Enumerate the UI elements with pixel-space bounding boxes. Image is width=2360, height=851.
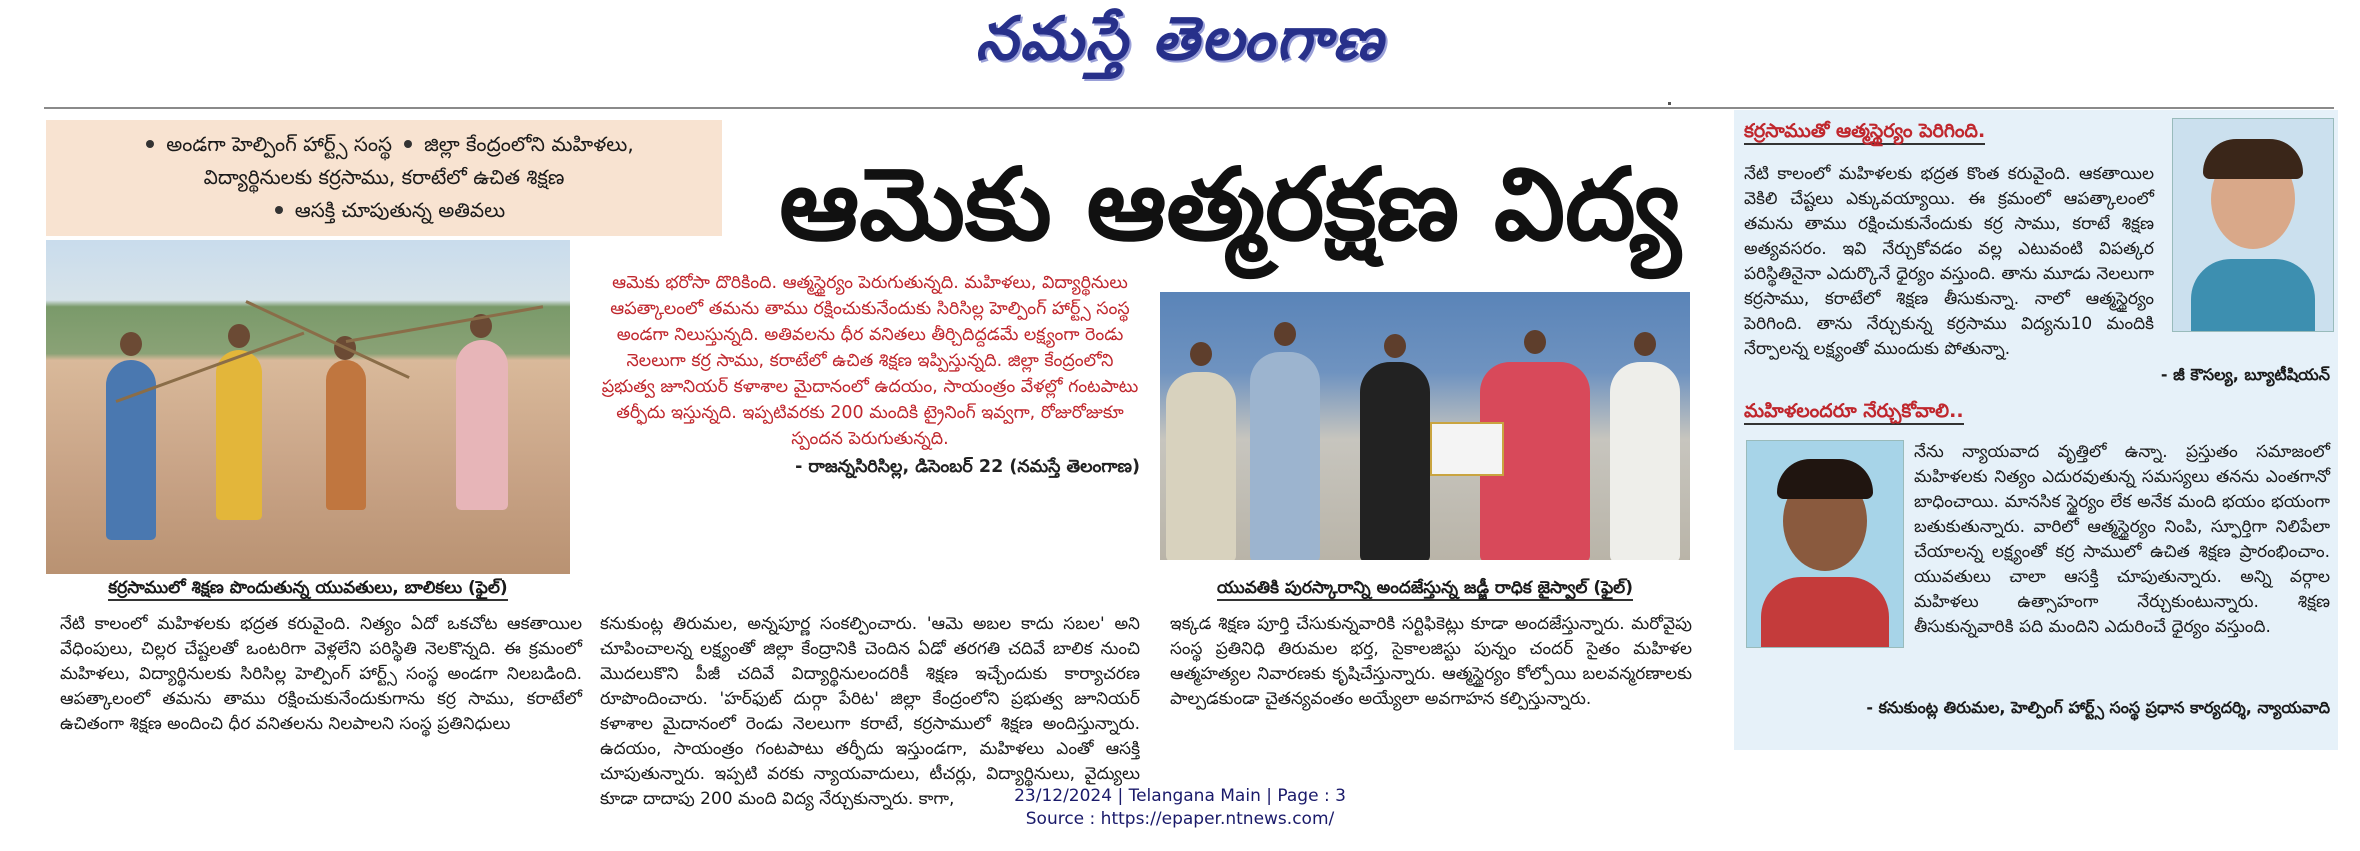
body-column-2: కనుకుంట్ల తిరుమల, అన్నపూర్ణ సంకల్పించారు. 'ఆమె అబల కాదు సబల' అని చూపించాలన్న లక్ష్యంతో జిల్లా కేంద్రానికి చెందిన ఏడో తరగతి చదివే బాలిక నుంచి మొదలుకొని పీజీ చదివే విద్యార్థినులందరికీ శిక్షణ ఇచ్చేందుకు కార్యాచరణ రూపొందించారు. 'హర్‌ఫుట్ దుర్గా పేరిట' జిల్లా కేంద్రంలోని ప్రభుత్వ జూనియర్ కళాశాల మైదానంలో రెండు నెలలుగా కరాటే, కర్రసాములో శిక్షణ అందిస్తున్నారు. ఉదయం, సాయంత్రం గంటపాటు తర్ఫీదు ఇస్తుండగా, మహిళలు ఎంతో ఆసక్తి చూపుతున్నారు. ఇప్పటి వరకు న్యాయవాదులు, టీచర్లు, విద్యార్థినులు, వైద్యులు కూడా దాదాపు 200 మంది విద్య నేర్చుకున్నారు. కాగా, xyxy=(600,614,1140,809)
body-column-3: ఇక్కడ శిక్షణ పూర్తి చేసుకున్నవారికి సర్టిఫికెట్లు కూడా అందజేస్తున్నారు. మరోవైపు సంస్థ ప్రతినిధి తిరుమల భర్త, సైకాలజిస్టు పున్నం చందర్ సైతం మహిళల ఆత్మహత్యల నివారణకు కృషిచేస్తున్నారు. ఆత్మస్థైర్యం కోల్పోయి బలవన్మరణాలకు పాల్పడకుండా చైతన్యవంతం అయ్యేలా అవగాహన కల్పిస్తున్నారు. xyxy=(1170,614,1692,709)
source-link[interactable]: Source : https://epaper.ntnews.com/ xyxy=(1025,809,1335,829)
page-info: 23/12/2024 | Telangana Main | Page : 3 xyxy=(1014,786,1346,806)
portrait-photo xyxy=(2172,118,2334,332)
summary-line-3 xyxy=(56,194,712,227)
body-column-1: నేటి కాలంలో మహిళలకు భద్రత కరువైంది. నిత్యం ఏదో ఒకచోట ఆకతాయిల వేధింపులు, చిల్లర చేష్టలతో ఒంటరిగా వెళ్లలేని పరిస్థితి నెలకొన్నది. ఈ క్రమంలో మహిళలు, విద్యార్థినులకు సిరిసిల్ల హెల్పింగ్ హార్ట్స్ సంస్థ అండగా నిలబడింది. ఆపత్కాలంలో తమను తాము రక్షించుకునేందుకుగాను కర్ర సాము, కరాటేలో ఉచితంగా శిక్షణ అందించి ధీర వనితలను నిలపాలని సంస్థ ప్రతినిధులు xyxy=(60,614,582,734)
header-rule xyxy=(44,107,2334,109)
lede-paragraph xyxy=(600,270,1140,480)
sidebar-heading xyxy=(1744,400,1964,427)
photo-caption xyxy=(1160,578,1690,602)
dateline: - రాజన్నసిరిసిల్ల, డిసెంబర్ 22 (నమస్తే తెలంగాణ) xyxy=(795,457,1140,477)
training-photo xyxy=(46,240,570,574)
summary-point: ఆసక్తి చూపుతున్న అతివలు xyxy=(294,198,506,222)
sidebar-quote-2: నేను న్యాయవాద వృత్తిలో ఉన్నా. ప్రస్తుతం సమాజంలో మహిళలకు నిత్యం ఎదురవుతున్న సమస్యలు తనను ఎంతగానో బాధించాయి. మానసిక స్థైర్యం లేక అనేక మంది భయం భయంగా బతుకుతున్నారు. వారిలో ఆత్మస్థైర్యం నింపి, స్ఫూర్తిగా నిలిపేలా చేయాలన్న లక్ష్యంతో కర్ర సాములో ఉచిత శిక్షణ ప్రారంభించాం. యువతులు చాలా ఆసక్తి చూపుతున్నారు. అన్ని వర్గాల మహిళలు ఉత్సాహంగా నేర్చుకుంటున్నారు. శిక్షణ తీసుకున్నవారికి పది మందిని ఎదురించే ధైర్యం వస్తుంది. xyxy=(1914,442,2330,637)
summary-point: అండగా హెల్పింగ్ హార్ట్స్ సంస్థ xyxy=(166,132,393,156)
summary-line-2: విద్యార్థినులకు కర్రసాము, కరాటేలో ఉచిత శిక్షణ xyxy=(203,165,565,189)
newspaper-masthead: నమస్తే తెలంగాణ xyxy=(975,4,1385,74)
bullet-icon xyxy=(404,140,412,148)
bullet-icon xyxy=(146,140,154,148)
heading-text: కర్రసాముతో ఆత్మస్థైర్యం పెరిగింది. xyxy=(1744,120,1985,145)
photo-caption xyxy=(46,578,570,602)
portrait-photo xyxy=(1746,440,1904,648)
summary-box xyxy=(46,120,722,236)
lede-text: ఆమెకు భరోసా దొరికింది. ఆత్మస్థైర్యం పెరుగుతున్నది. మహిళలు, విద్యార్థినులు ఆపత్కాలంలో తమను తాము రక్షించుకునేందుకు సిరిసిల్ల హెల్పింగ్ హార్ట్స్ సంస్థ అండగా నిలుస్తున్నది. అతివలను ధీర వనితలు తీర్చిదిద్దడమే లక్ష్యంగా రెండు నెలలుగా కర్ర సాము, కరాటేలో ఉచిత శిక్షణ ఇప్పిస్తున్నది. జిల్లా కేంద్రంలోని ప్రభుత్వ జూనియర్ కళాశాల మైదానంలో ఉదయం, సాయంత్రం వేళల్లో గంటపాటు తర్ఫీదు ఇస్తున్నది. ఇప్పటివరకు 200 మందికి ట్రైనింగ్ ఇవ్వగా, రోజురోజుకూ స్పందన పెరుగుతున్నది. xyxy=(601,273,1139,449)
award-photo xyxy=(1160,292,1690,560)
sidebar-quote-1: నేటి కాలంలో మహిళలకు భద్రత కొంత కరువైంది. ఆకతాయిల వెకిలి చేష్టలు ఎక్కువయ్యాయి. ఈ క్రమంలో ఆపత్కాలంలో తమను తాము రక్షించుకునేందుకు కర్ర సాము, కరాటే శిక్షణ అత్యవసరం. ఇవి నేర్చుకోవడం వల్ల ఎటువంటి విపత్కర పరిస్థితినైనా ఎదుర్కొనే ధైర్యం వస్తుంది. తాను మూడు నెలలుగా కర్రసాము, కరాటేలో శిక్షణ తీసుకున్నా. నాలో ఆత్మస్థైర్యం పెరిగింది. తాను నేర్చుకున్న కర్రసాము విద్యను10 మందికి నేర్పాలన్న లక్ష్యంతో ముందుకు పోతున్నా. xyxy=(1744,164,2154,359)
divider-dot xyxy=(1668,102,1671,105)
quote-attribution: - కనుకుంట్ల తిరుమల, హెల్పింగ్ హార్ట్స్ సంస్థ ప్రధాన కార్యదర్శి, న్యాయవాది xyxy=(1866,698,2330,717)
caption-text: యువతికి పురస్కారాన్ని అందజేస్తున్న జడ్జీ రాధిక జైస్వాల్ (ఫైల్) xyxy=(1217,578,1633,601)
sidebar-heading xyxy=(1744,120,1985,147)
caption-text: కర్రసాములో శిక్షణ పొందుతున్న యువతులు, బాలికలు (ఫైల్) xyxy=(108,578,507,601)
article-headline: ఆమెకు ఆత్మరక్షణ విద్య xyxy=(779,146,1681,263)
heading-text: మహిళలందరూ నేర్చుకోవాలి.. xyxy=(1744,400,1964,425)
bullet-icon xyxy=(275,206,283,214)
quote-attribution: - జీ కౌసల్య, బ్యూటీషియన్ xyxy=(2160,365,2330,384)
summary-point: జిల్లా కేంద్రంలోని మహిళలు, xyxy=(424,132,634,156)
summary-line-1 xyxy=(56,128,712,161)
